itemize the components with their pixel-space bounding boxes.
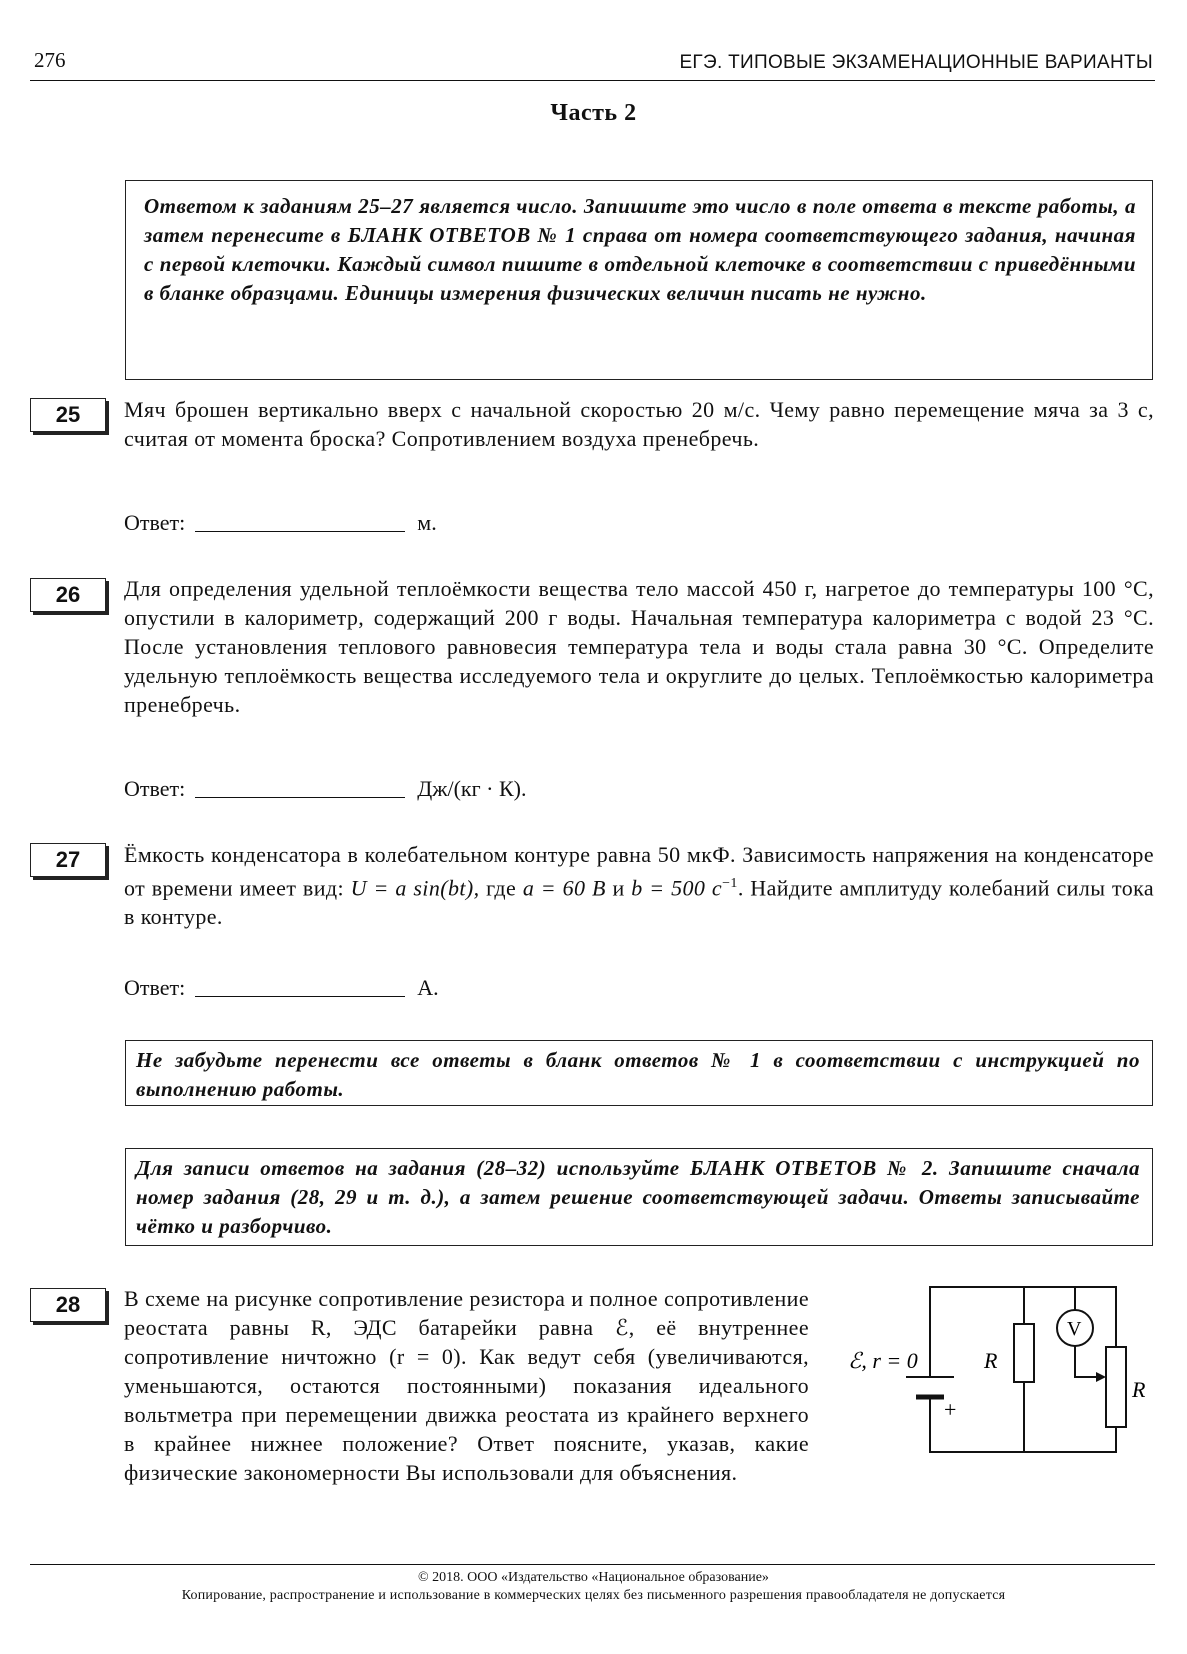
answer-label: Ответ:	[124, 975, 186, 1000]
answer-label: Ответ:	[124, 510, 186, 535]
answer-unit: м.	[417, 510, 437, 535]
rheostat-label: R	[1132, 1377, 1146, 1402]
instruction-text-2: Не забудьте перенести все ответы в бланк ответов № 1 в соответствии с инструкцией по выполнению работы.	[136, 1048, 1140, 1101]
answer-field-27[interactable]	[195, 976, 405, 997]
task-number-28: 28	[30, 1288, 106, 1322]
task-number-26: 26	[30, 578, 106, 612]
header-divider	[30, 80, 1155, 81]
instruction-box-2	[125, 1040, 1153, 1106]
task-27-and: и	[612, 875, 625, 901]
answer-unit: Дж/(кг · К).	[417, 776, 527, 801]
task-text-25: Мяч брошен вертикально вверх с начальной скоростью 20 м/с. Чему равно перемещение мяча за 3 с, считая от момента броска? Сопротивлением воздуха пренебречь.	[124, 397, 1154, 451]
task-27-param-a: a = 60 В	[522, 875, 606, 901]
task-27-param-b: b = 500 с	[631, 875, 723, 901]
resistor-label: R	[984, 1348, 998, 1373]
instruction-text-1: Ответом к заданиям 25–27 является число. Запишите это число в поле ответа в тексте работы, а затем перенесите в БЛАНК ОТВЕТОВ № 1 справа от номера соответствующего задания, начиная с первой клеточки. Каждый символ пишите в отдельной клеточке в соответствии с приведёнными в бланке образцами. Единицы измерения физических величин писать не нужно.	[144, 194, 1136, 305]
plus-label: +	[944, 1397, 957, 1422]
answer-row-25	[124, 510, 437, 536]
instruction-text-3: Для записи ответов на задания (28–32) используйте БЛАНК ОТВЕТОВ № 2. Запишите сначала номер задания (28, 29 и т. д.), а затем решение соответствующей задачи. Ответы записывайте чётко и разборчиво.	[136, 1156, 1140, 1238]
emf-label: ℰ, r = 0	[848, 1348, 918, 1373]
footer-notice: Копирование, распространение и использование в коммерческих целях без письменного разрешения правообладателя не допускается	[181, 1588, 1006, 1603]
task-number-27: 27	[30, 843, 106, 877]
answer-field-25[interactable]	[195, 511, 405, 532]
part-title: Часть 2	[550, 100, 637, 126]
instruction-box-3	[125, 1148, 1153, 1246]
voltmeter-label: V	[1067, 1318, 1082, 1340]
rheostat-slider-arrow	[1096, 1372, 1106, 1382]
running-title: ЕГЭ. ТИПОВЫЕ ЭКЗАМЕНАЦИОННЫЕ ВАРИАНТЫ	[679, 52, 1153, 73]
answer-row-26	[124, 776, 526, 802]
circuit-diagram	[838, 1282, 1158, 1462]
task-27-text-end: . Найдите амплитуду колебаний силы тока в контуре.	[124, 875, 1155, 930]
answer-field-26[interactable]	[195, 777, 405, 798]
task-text-26: Для определения удельной теплоёмкости вещества тело массой 450 г, нагретое до температуры 100 °С, опустили в калориметр, содержащий 200 г воды. Начальная температура калориметра с водой 23 °С. После установления теплового равновесия температура тела и воды стала равна 30 °С. Определите удельную теплоёмкость вещества исследуемого тела и округлите до целых. Теплоёмкостью калориметра пренебречь.	[124, 576, 1154, 717]
answer-row-27	[124, 975, 439, 1001]
task-27-text-line1: Ёмкость конденсатора в колебательном контуре равна 50 мкФ. Зависимость напряжения на конденсаторе от времени имеет вид:	[124, 842, 1154, 901]
task-27-exponent: −1	[722, 876, 738, 891]
task-number-25: 25	[30, 398, 106, 432]
task-text-27	[124, 840, 1154, 931]
footer-copyright: © 2018. ООО «Издательство «Национальное образование»	[418, 1570, 769, 1585]
task-27-formula: U = a sin(bt),	[350, 875, 480, 901]
answer-label: Ответ:	[124, 776, 186, 801]
answer-unit: А.	[417, 975, 439, 1000]
footer-divider	[30, 1564, 1155, 1565]
instruction-box-1	[125, 180, 1153, 380]
page-number: 276	[34, 48, 66, 72]
task-27-where: где	[486, 875, 517, 901]
task-text-28: В схеме на рисунке сопротивление резистора и полное сопротивление реостата равны R, ЭДС батарейки равна ℰ, её внутреннее сопротивление ничтожно (r = 0). Как ведут себя (увеличиваются, уменьшаются, остаются постоянными) показания идеального вольтметра при перемещении движка реостата из крайнего верхнего в крайнее нижнее положение? Ответ поясните, указав, какие физические закономерности Вы использовали для объяснения.	[124, 1286, 809, 1485]
resistor	[1014, 1324, 1034, 1382]
top-wire	[930, 1287, 1075, 1377]
rheostat	[1106, 1347, 1126, 1427]
